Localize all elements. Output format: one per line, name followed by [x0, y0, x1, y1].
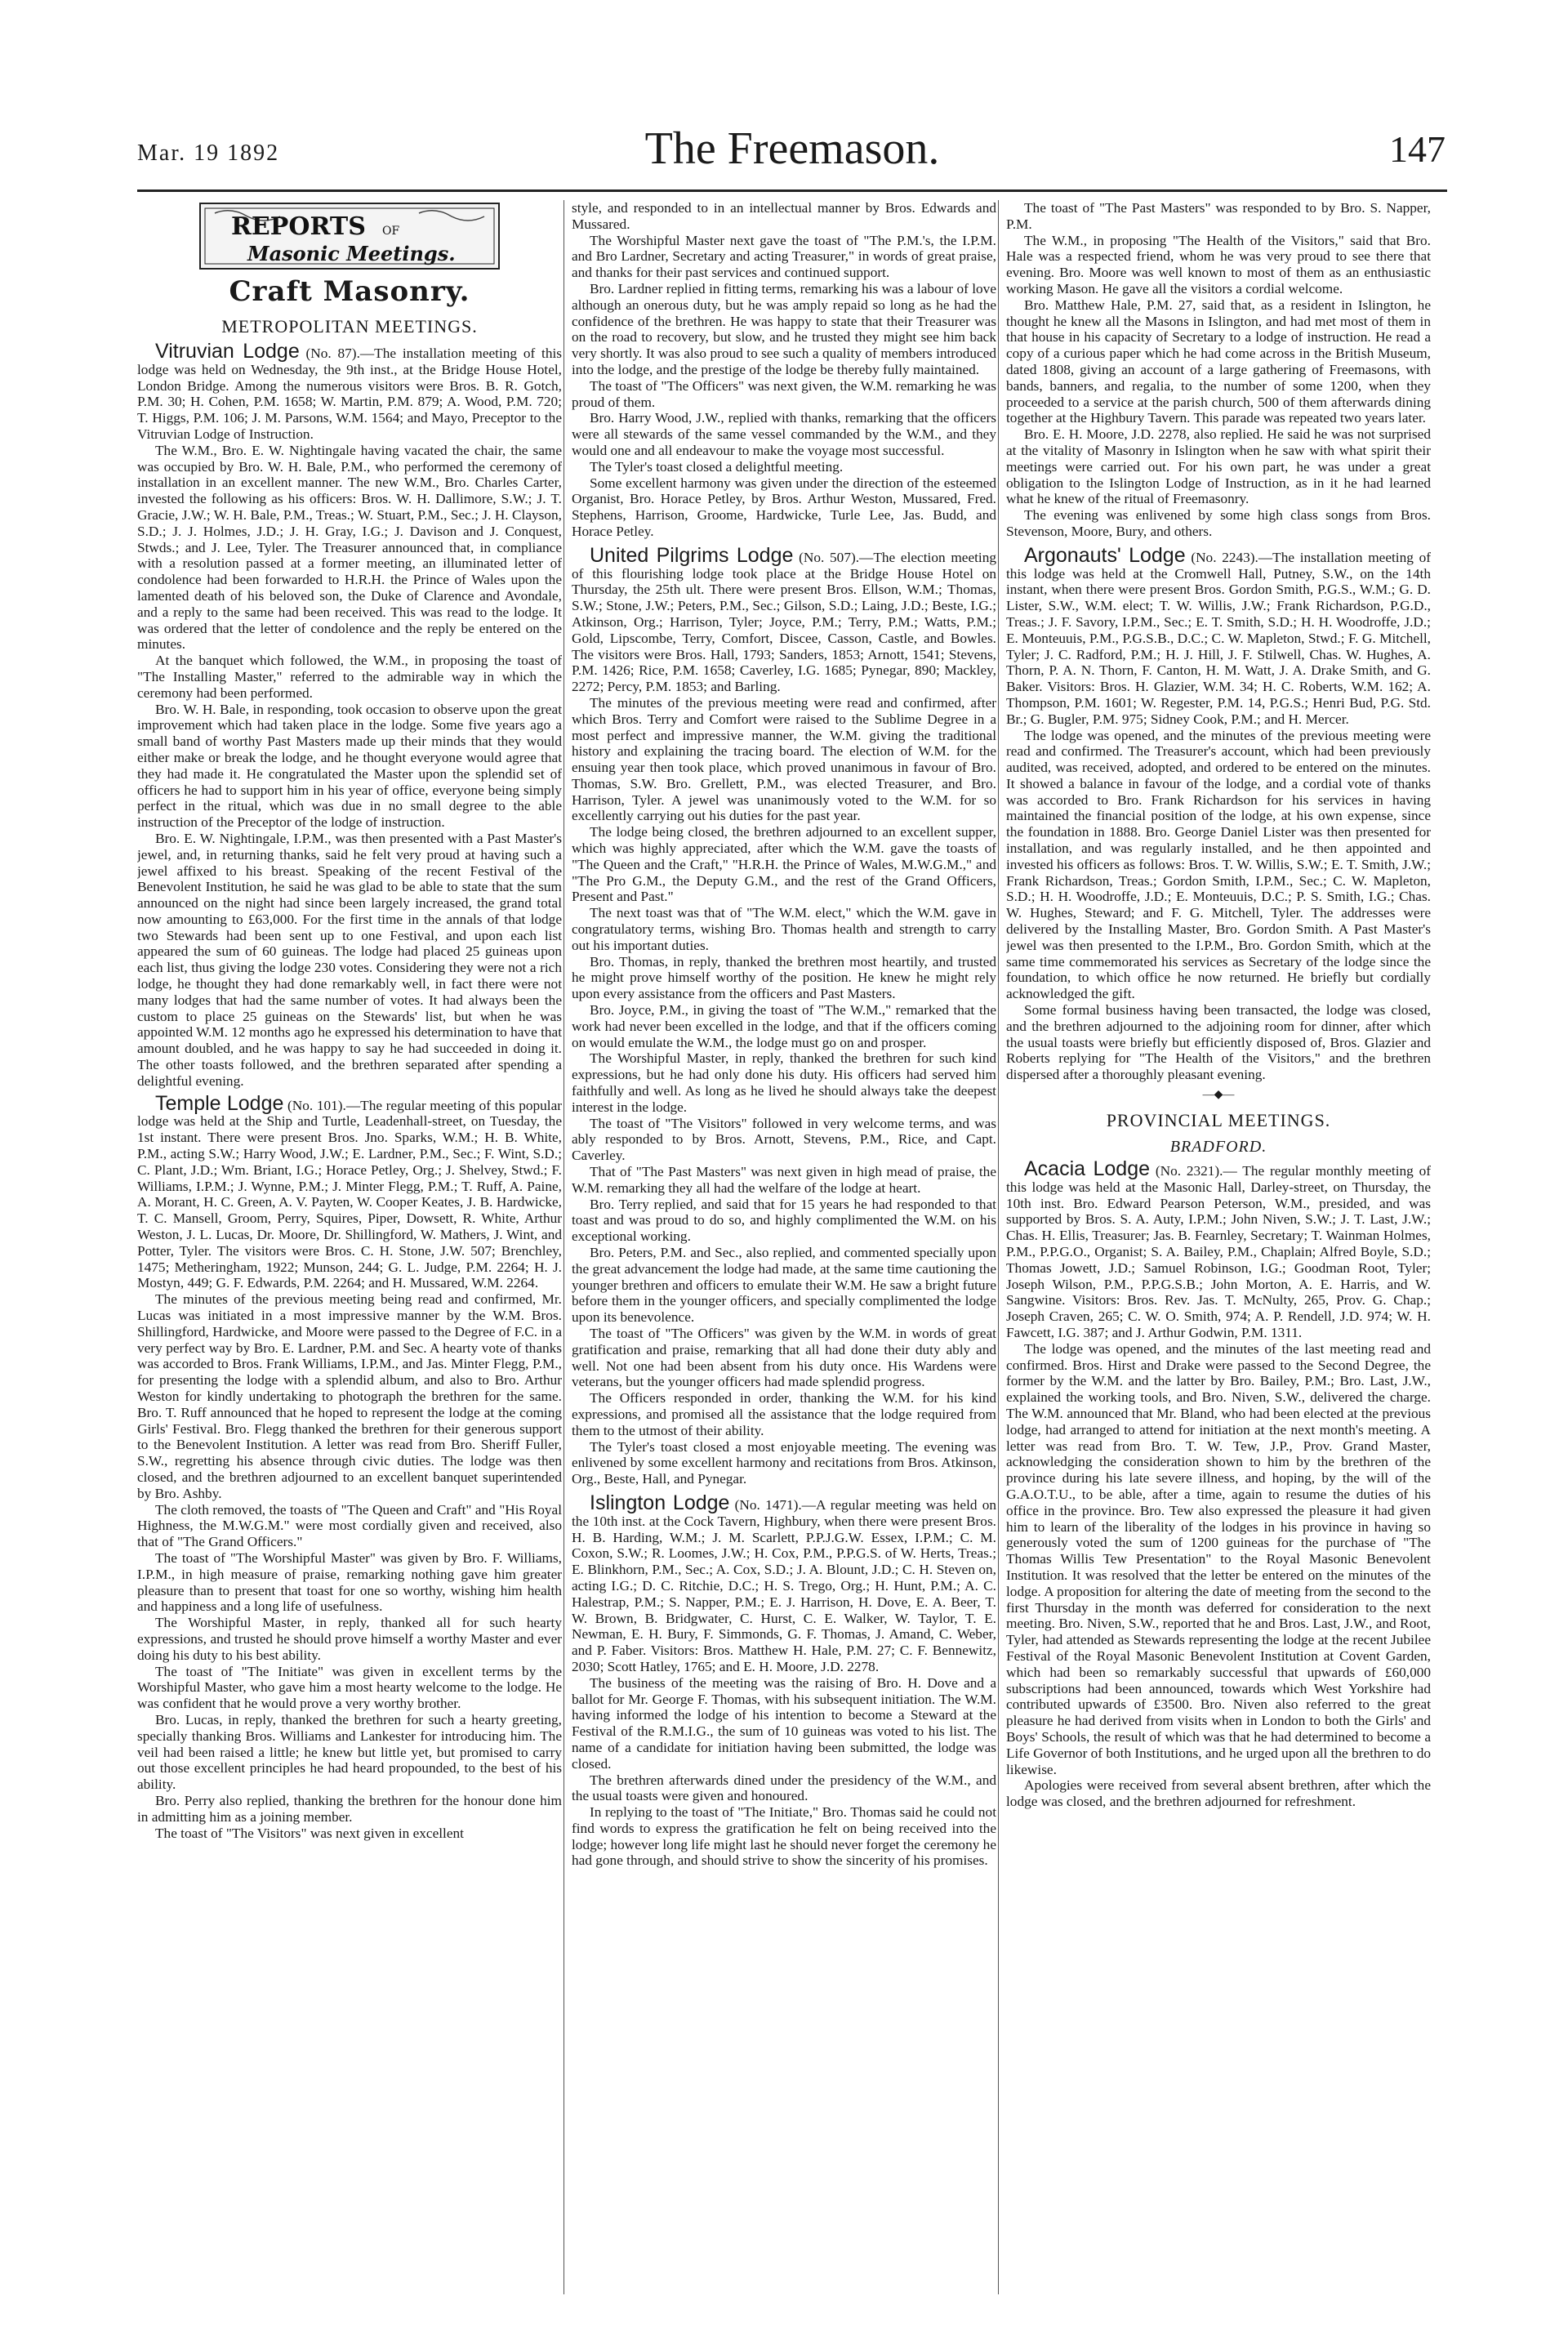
- united-pilgrims-lodge-report: United Pilgrims Lodge (No. 507).—The election meeting of this flourishing lodge took place at the Bridge House Hotel on Thursday, the 25th ult. There were present Bros. Ellson, W.M.; Thomas, S.W.; Stone, J.W.; Peters, P.M., Sec.; Gilson, S.D.; Laing, J.D.; Beste, I.G.; Atkinson, Org.; Harrison, Tyler; Joyce, P.M.; Terry, P.M.; Watts, P.M.; Gold, Lipscombe, Terry, Comfort, Discee, Casson, Castle, and Bowles. The visitors were Bros. Hall, 1793; Sanders, 1853; Arnott, 1541; Stevens, P.M. 1426; Rice, P.M. 1658; Caverley, I.G. 1685; Pynegar, 890; Mackley, 2272; Percy, P.M. 1853; and Barling.: [572, 543, 996, 695]
- paragraph: The cloth removed, the toasts of "The Queen and Craft" and "His Royal Highness, the M.W.G.M." were most cordially given and received, also that of "The Grand Officers.": [137, 1501, 562, 1550]
- temple-lodge-report: Temple Lodge (No. 101).—The regular meeting of this popular lodge was held at the Ship and Turtle, Leadenhall-street, on Tuesday, the 1st instant. There were present Bros. Jno. Sparks, W.M.; H. B. White, P.M., acting S.W.; Harry Wood, J.W.; E. Lardner, P.M., Sec.; F. Wint, S.D.; C. Plant, J.D.; Wm. Briant, I.G.; Horace Petley, Org.; J. Shelvey, Stwd.; F. Williams, I.P.M.; J. Wynne, P.M.; J. Minter Flegg, P.M.; T. Ruff, A. Paine, A. Morant, H. C. Green, A. V. Payten, W. Cooper Keates, J. B. Hardwicke, T. C. Mansell, Groom, Perry, Squires, Piper, Dowsett, R. White, Arthur Weston, J. L. Lucas, Dr. Moore, Dr. Shillingford, W. Mathers, J. Wint, and Potter, Tyler. The visitors were Bros. C. H. Stone, J.W. 507; Brenchley, 1475; Metheringham, 1922; Munson, 244; G. L. Judge, P.M. 2264; H. J. Mostyn, 449; G. F. Edwards, P.M. 2264; and H. Mussared, W.M. 2264.: [137, 1091, 562, 1291]
- lodge-name: Acacia Lodge: [1024, 1157, 1150, 1181]
- paragraph: The next toast was that of "The W.M. elect," which the W.M. gave in congratulatory terms, wishing Bro. Thomas health and strength to carry out his important duties.: [572, 905, 996, 953]
- paragraph: Bro. Lucas, in reply, thanked the brethren for such a hearty greeting, specially thanking Bros. Williams and Lankester for introducing him. The veil had been raised a little; he knew but little yet, but promised to carry out those excellent principles he had heard propounded, to the best of his ability.: [137, 1711, 562, 1793]
- paragraph: The lodge was opened, and the minutes of the previous meeting were read and confirmed. The Treasurer's account, which had been previously audited, was received, adopted, and ordered to be entered on the minutes. It showed a balance in favour of the lodge, and a cordial vote of thanks was accorded to Bro. Frank Richardson for his services in having maintained the financial position of the lodge, at his own expense, since the foundation in 1888. Bro. George Daniel Lister was then presented for installation, and was regularly installed, and he then appointed and invested his officers as follows: Bros. T. W. Willis, S.W.; E. T. Smith, J.W.; Frank Richardson, Treas.; Gordon Smith, I.P.M., Sec.; C. W. Mapleton, S.D.; H. H. Woodroffe, J.D.; E. Monteuuis, D.C.; P. S. Smith, I.G.; Chas. W. Hughes, Steward; and F. G. Mitchell, Tyler. The addresses were delivered by the Installing Master, Bro. Gordon Smith. A Past Master's jewel was then presented to the I.P.M., Bro. Gordon Smith, which at the same time commemorated his services as Secretary of the lodge since the foundation, to which office he now returned. He briefly but cordially acknowledged the gift.: [1006, 727, 1431, 1002]
- paragraph: That of "The Past Masters" was next given in high mead of praise, the W.M. remarking they all had the welfare of the lodge at heart.: [572, 1164, 996, 1196]
- paragraph: Bro. E. W. Nightingale, I.P.M., was then presented with a Past Master's jewel, and, in returning thanks, said he felt very proud at having such a jewel affixed to his breast. Speaking of the recent Festival of the Benevolent Institution, he said he was glad to be able to state that the sum announced on the night had since been largely increased, the grand total now amounting to £63,000. For the first time in the annals of that lodge two Stewards had been sent up to one Festival, and upon each list appeared the sum of 60 guineas. The lodge had placed 25 guineas upon each list, thus giving the lodge 230 votes. Considering they were not a rich lodge, he thought they had done remarkably well, in fact there were not many lodges that had the same number of votes. It had always been the custom to place 25 guineas on the Stewards' list, but when he was appointed W.M. 12 months ago he expressed his determination to have that amount doubled, and he was happy to say he had succeeded in doing it. The other toasts followed, and the brethren separated after spending a delightful evening.: [137, 830, 562, 1089]
- paragraph: Bro. Thomas, in reply, thanked the brethren most heartily, and trusted he might prove himself worthy of the position. He knew he might rely upon every assistance from the officers and Past Masters.: [572, 953, 996, 1002]
- paragraph: The toast of "The Officers" was given by the W.M. in words of great gratification and praise, remarking that all had done their duty ably and well. Not one had been absent from his duty once. His Wardens were veterans, but the younger officers had made splendid progress.: [572, 1325, 996, 1390]
- column-3: [1006, 200, 1431, 2294]
- paragraph: The minutes of the previous meeting were read and confirmed, after which Bros. Terry and Comfort were raised to the Sublime Degree in a most perfect and impressive manner, the W.M. giving the traditional history and explaining the tracing board. The election of W.M. for the ensuing year then took place, which proved unanimous in favour of Bro. Thomas, S.W. Bro. Grellett, P.M., was elected Treasurer, and Bro. Harrison, Tyler. A jewel was unanimously voted to the W.M. for so excellently carrying out his duties for the past year.: [572, 694, 996, 824]
- paragraph: The lodge being closed, the brethren adjourned to an excellent supper, which was highly appreciated, after which the W.M. gave the toasts of "The Queen and the Craft," "H.R.H. the Prince of Wales, M.W.G.M.," and "The Pro G.M., the Deputy G.M., and the rest of the Grand Officers, Present and Past.": [572, 824, 996, 905]
- masthead-rule: [137, 189, 1447, 192]
- reports-banner-image: [198, 202, 501, 270]
- vitruvian-lodge-report: Vitruvian Lodge (No. 87).—The installation meeting of this lodge was held on Wednesday, the 9th inst., at the Bridge House Hotel, London Bridge. Among the numerous visitors were Bros. B. R. Gotch, P.M. 30; H. Cohen, P.M. 1658; W. Martin, P.M. 879; A. Wood, P.M. 720; T. Higgs, P.M. 106; J. M. Parsons, W.M. 1564; and Mayo, Preceptor to the Vitruvian Lodge of Instruction.: [137, 340, 562, 442]
- paragraph: The Worshipful Master next gave the toast of "The P.M.'s, the I.P.M. and Bro Lardner, Secretary and acting Treasurer," in words of great praise, and thanks for their past services and continued support.: [572, 232, 996, 281]
- paragraph: The toast of "The Officers" was next given, the W.M. remarking he was proud of them.: [572, 377, 996, 410]
- paragraph: Some formal business having been transacted, the lodge was closed, and the brethren adjourned to the adjoining room for dinner, after which the usual toasts were briefly but efficiently disposed of, Bros. Glazier and Roberts replying for "The Health of the Visitors," and the brethren dispersed after a thoroughly pleasant evening.: [1006, 1002, 1431, 1083]
- paragraph: The Tyler's toast closed a most enjoyable meeting. The evening was enlivened by some excellent harmony and recitations from Bros. Atkinson, Org., Beste, Hall, and Pynegar.: [572, 1438, 996, 1487]
- page-number: 147: [1389, 128, 1446, 170]
- paragraph: Bro. Perry also replied, thanking the brethren for the honour done him in admitting him as a joining member.: [137, 1792, 562, 1825]
- issue-date: Mar. 19 1892: [137, 140, 280, 166]
- paragraph: Bro. W. H. Bale, in responding, took occasion to observe upon the great improvement which had taken place in the lodge. Some five years ago a small band of worthy Past Masters made up their minds that they would either make or break the lodge, and he thought everyone would agree that they had made it. He congratulated the Master upon the splendid set of officers he had to support him in his year of office, everyone being simply perfect in the ritual, which was due in no small degree to the able instruction of the Preceptor of the lodge of instruction.: [137, 701, 562, 831]
- paragraph: The W.M., in proposing "The Health of the Visitors," said that Bro. Hale was a respected friend, whom he was very proud to see there that evening. Bro. Moore was well known to most of them as an enthusiastic working Mason. He gave all the visitors a cordial welcome.: [1006, 232, 1431, 296]
- bradford-heading: BRADFORD.: [1169, 1138, 1267, 1157]
- paragraph: The toast of "The Past Masters" was responded to by Bro. S. Napper, P.M.: [1006, 200, 1431, 232]
- section-separator-ornament: —◆—: [1202, 1089, 1235, 1102]
- paragraph: The lodge was opened, and the minutes of the last meeting read and confirmed. Bros. Hirst and Drake were passed to the Second Degree, the former by the W.M. and the latter by Bro. Bailey, P.M.; Bro. Last, J.W., explained the working tools, and Bro. Niven, S.W., delivered the charge. The W.M. announced that Mr. Bland, who had been elected at the previous lodge, had arranged to attend for initiation at the next month's meeting. A letter was read from Bro. T. W. Tew, J.P., Prov. Grand Master, acknowledging the consideration shown to him by the brethren of the province during his late severe illness, and hoping, by the will of the G.A.O.T.U., to be able, after a time, again to resume the duties of his office in the province. Bro. Tew also expressed the pleasure it had given him to learn of the liberality of the lodges in his province in having so generously voted the sum of 1200 guineas for the purchase of "The Thomas Willis Tew Presentation" to the Royal Masonic Benevolent Institution. It was resolved that the letter be entered on the minutes of the lodge. A proposition for altering the date of meeting from the second to the first Thursday in the month was deferred for consideration to the next meeting. Bro. Niven, S.W., reported that he and Bros. Last, J.W., and Root, Tyler, had attended as Stewards representing the lodge at the recent Jubilee Festival of the Royal Masonic Benevolent Institution at Covent Garden, which had been so remarkably successful that upwards of £60,000 subscriptions had been announced, towards which West Yorkshire had contributed upwards of £3500. Bro. Niven also referred to the great pleasure he had derived from visits when in London to both the Girls' and Boys' Schools, the result of which was that he had determined to become a Life Governor of both Institutions, and he urged upon all the brethren to do likewise.: [1006, 1340, 1431, 1777]
- paragraph: Some excellent harmony was given under the direction of the esteemed Organist, Bro. Horace Petley, by Bros. Arthur Weston, Mussared, Fred. Stephens, Harrison, Groome, Hardwicke, Turle Lee, Jas. Budd, and Horace Petley.: [572, 475, 996, 539]
- paragraph: The toast of "The Worshipful Master" was given by Bro. F. Williams, I.P.M., in high measure of praise, remarking nothing gave him greater pleasure than to present that toast for one so worthy, wishing him health and happiness and a long life of usefulness.: [137, 1549, 562, 1615]
- provincial-heading: PROVINCIAL MEETINGS.: [1106, 1110, 1331, 1131]
- islington-lodge-report: Islington Lodge (No. 1471).—A regular meeting was held on the 10th inst. at the Cock Tavern, Highbury, when there were present Bros. H. B. Harding, W.M.; J. M. Scarlett, P.P.J.G.W. Essex, I.P.M.; C. M. Coxon, S.W.; R. Loomes, J.W.; H. Cox, P.M., P.P.G.S. of W. Herts, Treas.; E. Blinkhorn, P.M., Sec.; A. Cox, S.D.; J. A. Blount, J.D.; C. H. Steven on, acting I.G.; D. C. Ritchie, D.C.; H. S. Trego, Org.; H. Hunt, P.M.; A. C. Halestrap, P.M.; S. Napper, P.M.; E. J. Harrison, H. Dove, E. A. Beer, T. W. Brown, B. Bridgwater, C. Hurst, C. E. Walker, W. Taylor, T. E. Newman, E. H. Bury, F. Simmonds, G. F. Thomas, J. Amand, C. Weber, and P. Faber. Visitors: Bros. Matthew H. Hale, P.M. 27; C. F. Bennewitz, 2030; Scott Hatley, 1765; and E. H. Moore, J.D. 2278.: [572, 1491, 996, 1674]
- lodge-name: Temple Lodge: [155, 1091, 284, 1115]
- column-1: [137, 200, 562, 2294]
- paragraph: Bro. Harry Wood, J.W., replied with thanks, remarking that the officers were all stewards of the same vessel commanded by the W.M., and they would one and all endeavour to make the voyage most successful.: [572, 410, 996, 458]
- paragraph: In replying to the toast of "The Initiate," Bro. Thomas said he could not find words to express the gratification he felt on being received into the lodge; however long life might last he should never forget the ceremony he had gone through, and should strive to show the sincerity of his promises.: [572, 1804, 996, 1869]
- lodge-name: Argonauts' Lodge: [1024, 543, 1186, 567]
- paragraph: The Worshipful Master, in reply, thanked all for such hearty expressions, and trusted he should prove himself a worthy Master and ever doing his duty to his best ability.: [137, 1615, 562, 1663]
- metropolitan-heading: METROPOLITAN MEETINGS.: [221, 316, 478, 337]
- paragraph: Bro. Peters, P.M. and Sec., also replied, and commented specially upon the great advancement the lodge had made, at the same time cautioning the younger brethren and officers to emulate their W.M. He saw a bright future before them in the younger officers, and specially complimented the lodge upon its benevolence.: [572, 1245, 996, 1326]
- banner-reports-text: REPORTS: [231, 212, 366, 241]
- paragraph: At the banquet which followed, the W.M., in proposing the toast of "The Installing Master," referred to the admirable way in which the ceremony had been performed.: [137, 653, 562, 701]
- paragraph: Bro. Joyce, P.M., in giving the toast of "The W.M.," remarked that the work had never been excelled in the lodge, and that if the officers coming on would emulate the W.M., the lodge must go on and prosper.: [572, 1002, 996, 1050]
- lodge-name: Islington Lodge: [590, 1491, 730, 1514]
- paragraph: style, and responded to in an intellectual manner by Bros. Edwards and Mussared.: [572, 200, 996, 232]
- banner-of-text: OF: [382, 225, 400, 238]
- paragraph: The minutes of the previous meeting being read and confirmed, Mr. Lucas was initiated in a most impressive manner by the W.M. Bros. Shillingford, Hardwicke, and Moore were passed to the Degree of F.C. in a very perfect way by Bro. E. Lardner, P.M. and Sec. A hearty vote of thanks was accorded to Bros. Frank Williams, I.P.M., and Jas. Minter Flegg, P.M., for presenting the lodge with a splendid album, and also to Bro. Arthur Weston for kindly undertaking to photograph the brethren for the same. Bro. T. Ruff announced that he hoped to represent the lodge at the coming Girls' Festival. Bro. Flegg thanked the brethren for their generous support to the Benevolent Institution. A letter was read from Bro. Sheriff Fuller, S.W., regretting his absence through civic duties. The lodge was then closed, and the brethren adjourned to an excellent banquet superintended by Bro. Ashby.: [137, 1291, 562, 1501]
- paragraph: The Officers responded in order, thanking the W.M. for his kind expressions, and promised all the assistance that the lodge required from them to the utmost of their ability.: [572, 1390, 996, 1438]
- argonauts-lodge-report: Argonauts' Lodge (No. 2243).—The installation meeting of this lodge was held at the Cromwell Hall, Putney, S.W., on the 14th instant, when there were present Bros. Gordon Smith, P.G.S., W.M.; G. D. Lister, S.W., W.M. elect; T. W. Willis, J.W.; Frank Richardson, P.G.D., Treas.; J. F. Savory, I.P.M., Sec.; E. T. Smith, S.D.; H. H. Woodroffe, J.D.; E. Monteuuis, P.M., P.G.S.B., D.C.; C. W. Mapleton, Stwd.; F. G. Mitchell, Tyler; J. C. Radford, P.M.; H. J. Hill, J. F. Stilwell, Chas. W. Hughes, A. Thorn, P. A. N. Thorn, F. Canton, H. M. Watt, J. A. Drake Smith, and G. Baker. Visitors: Bros. H. Glazier, W.M. 34; H. C. Roberts, W.M. 162; A. Thompson, P.M. 1601; W. Regester, P.M. 14, P.G.S.; Henri Bud, P.G. Std. Br.; G. Bugler, P.M. 975; Sidney Cook, P.M.; and H. Mercer.: [1006, 543, 1431, 727]
- paragraph: The W.M., Bro. E. W. Nightingale having vacated the chair, the same was occupied by Bro. W. H. Bale, P.M., who performed the ceremony of installation in an excellent manner. The new W.M., Bro. Charles Carter, invested the following as his officers: Bros. W. H. Dallimore, S.W.; J. T. Gracie, J.W.; W. H. Bale, P.M., Treas.; W. Stuart, P.M., Sec.; J. H. Clayson, S.D.; J. J. Holmes, J.D.; J. H. Gray, I.G.; J. Davison and J. Conquest, Stwds.; and J. Lee, Tyler. The Treasurer announced that, in compliance with a resolution passed at a former meeting, an illuminated letter of condolence had been forwarded to H.R.H. the Prince of Wales upon the lamented death of his beloved son, the Duke of Clarence and Avondale, and a reply to the same had been received. This was read to the lodge. It was ordered that the letter of condolence and the reply be entered on the minutes.: [137, 442, 562, 653]
- paragraph: Bro. Lardner replied in fitting terms, remarking his was a labour of love although an onerous duty, but he was amply repaid so long as he had the confidence of the brethren. He was happy to state that their Treasurer was on the road to recovery, but slow, and he trusted they might see him back very shortly. It was also proud to see such a quality of members introduced into the lodge, and the prestige of the lodge be thereby fully maintained.: [572, 280, 996, 377]
- paragraph: The Worshipful Master, in reply, thanked the brethren for such kind expressions, but he had only done his duty. His officers had served him faithfully and well. As long as he lived he should always take the deepest interest in the lodge.: [572, 1050, 996, 1115]
- paragraph: The toast of "The Visitors" was next given in excellent: [155, 1825, 464, 1841]
- acacia-lodge-report: Acacia Lodge (No. 2321).— The regular monthly meeting of this lodge was held at the Masonic Hall, Darley-street, on Thursday, the 10th inst. Bro. Edward Pearson Peterson, W.M., presided, and was supported by Bros. S. A. Auty, I.P.M.; John Niven, S.W.; J. T. Last, J.W.; Chas. H. Ellis, Treasurer; Jas. B. Fearnley, Secretary; T. Wainman Holmes, P.M., P.P.G.O., Organist; S. A. Bailey, P.M., Chaplain; Alfred Boyle, S.D.; Thomas Jowett, J.D.; Samuel Robinson, I.G.; Goodman Root, Tyler; Joseph Wilson, P.M., P.P.G.S.B.; John Morton, A. E. Harris, and W. Sangwine. Visitors: Bros. Rev. Jas. T. McNulty, 265, Prov. G. Chap.; Joseph Craven, 265; C. W. O. Smith, 974; A. P. Rendell, J.D. 974; W. H. Fawcett, I.G. 387; and J. Arthur Godwin, P.M. 1311.: [1006, 1157, 1431, 1340]
- paragraph: The brethren afterwards dined under the presidency of the W.M., and the usual toasts were given and honoured.: [572, 1772, 996, 1804]
- paragraph: Bro. Matthew Hale, P.M. 27, said that, as a resident in Islington, he thought he knew all the Masons in Islington, and had met most of them in that house in his capacity of Secretary to a lodge of instruction. He read a copy of a curious paper which he had come across in the British Museum, dated 1808, giving an account of a large gathering of Freemasons, with bands, banners, and regalia, to the number of some 1200, when they proceeded to a service at the parish church, 500 of them afterwards dining together at the Highbury Tavern. This parade was repeated two years later.: [1006, 296, 1431, 426]
- paragraph: The evening was enlivened by some high class songs from Bros. Stevenson, Moore, Bury, and others.: [1006, 507, 1431, 539]
- lodge-name: Vitruvian Lodge: [155, 340, 300, 363]
- lodge-name: United Pilgrims Lodge: [590, 543, 794, 567]
- masthead: [131, 123, 1454, 186]
- craft-masonry-heading: Craft Masonry.: [229, 275, 470, 308]
- paragraph: The Tyler's toast closed a delightful meeting.: [590, 458, 844, 475]
- paragraph: Apologies were received from several absent brethren, after which the lodge was closed, and the brethren adjourned for refreshment.: [1006, 1777, 1431, 1810]
- column-2: [572, 200, 996, 2294]
- paragraph: The toast of "The Visitors" followed in very welcome terms, and was ably responded to by Bros. Arnott, Stevens, P.M., Rice, and Capt. Caverley.: [572, 1115, 996, 1164]
- paragraph: The business of the meeting was the raising of Bro. H. Dove and a ballot for Mr. George F. Thomas, with his subsequent initiation. The W.M. having informed the lodge of his intention to become a Steward at the Festival of the R.M.I.G., the sum of 10 guineas was voted to his list. The name of a candidate for initiation having been submitted, the lodge was closed.: [572, 1674, 996, 1772]
- paragraph: Bro. Terry replied, and said that for 15 years he had responded to that toast and was proud to do so, and highly complimented the W.M. on his exceptional working.: [572, 1196, 996, 1245]
- newspaper-title: The Freemason.: [644, 123, 940, 174]
- column-divider: [998, 200, 999, 2294]
- paragraph: Bro. E. H. Moore, J.D. 2278, also replied. He said he was not surprised at the vitality of Masonry in Islington when he saw with what spirit their meetings were carried out. For his own part, he was under a great obligation to the Islington Lodge of Instruction, as in it he had learned what he knew of the ritual of Freemasonry.: [1006, 426, 1431, 507]
- paragraph: The toast of "The Initiate" was given in excellent terms by the Worshipful Master, who gave him a most hearty welcome to the lodge. He was confident that he would prove a very worthy brother.: [137, 1663, 562, 1712]
- banner-meetings-text: Masonic Meetings.: [247, 242, 456, 265]
